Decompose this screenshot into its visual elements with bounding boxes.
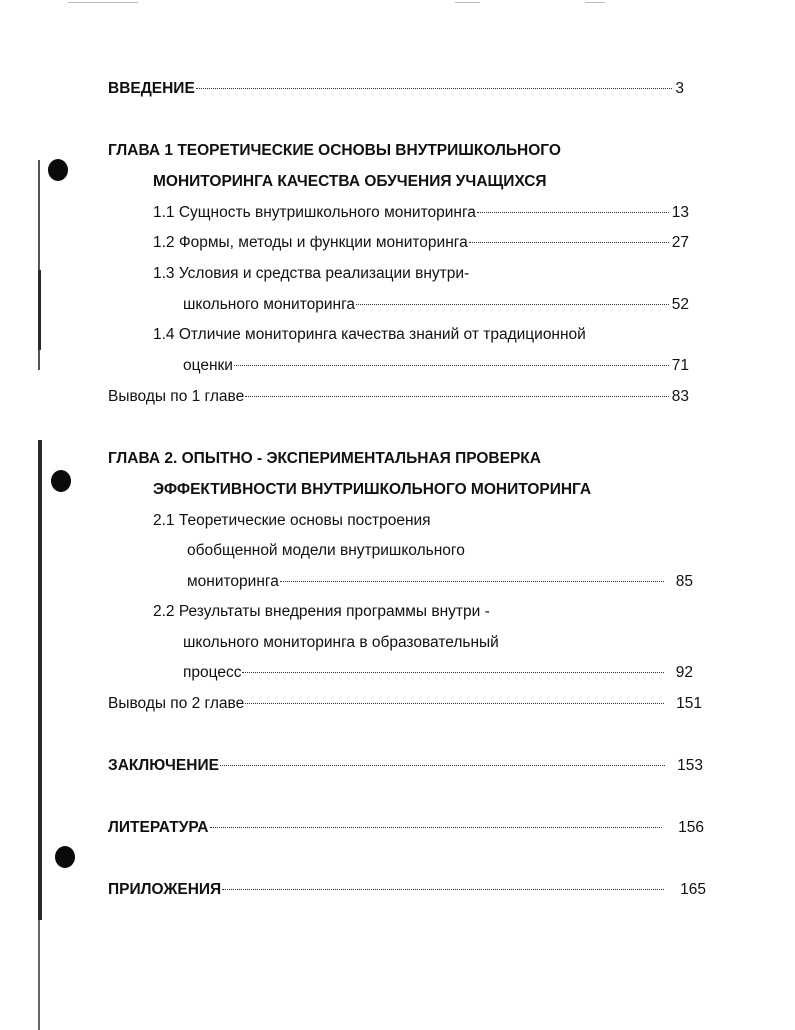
toc-label: оценки	[183, 357, 233, 374]
toc-label: школьного мониторинга	[183, 296, 356, 313]
toc-entry-1-2	[153, 234, 689, 252]
toc-label: ВВЕДЕНИЕ	[108, 80, 195, 97]
dot-leader	[356, 304, 669, 305]
toc-entry-1-3-cont	[183, 296, 689, 314]
toc-entry-2-2-cont2	[183, 664, 693, 682]
toc-entry-2-2-cont	[183, 634, 499, 652]
binding-line	[38, 270, 41, 350]
toc-page-number: 27	[671, 234, 689, 251]
toc-page-number: 83	[671, 388, 689, 405]
toc-entry-1-4	[153, 326, 586, 344]
scan-mark	[455, 2, 480, 3]
binding-margin	[30, 40, 60, 1020]
toc-label: ПРИЛОЖЕНИЯ	[108, 881, 222, 898]
binding-line	[38, 920, 40, 1030]
scan-mark	[68, 2, 138, 3]
toc-label: школьного мониторинга в образовательный	[183, 634, 499, 651]
dot-leader	[222, 889, 664, 890]
toc-label: 1.2 Формы, методы и функции мониторинга	[153, 234, 468, 251]
toc-entry-conclusion	[108, 757, 703, 775]
toc-entry-intro	[108, 80, 684, 98]
toc-entry-1-3	[153, 265, 469, 283]
toc-page-number: 85	[675, 573, 693, 590]
toc-label: 1.1 Сущность внутришкольного мониторинга	[153, 204, 476, 221]
dot-leader	[242, 672, 663, 673]
toc-label: 1.4 Отличие мониторинга качества знаний от традиционной	[153, 326, 586, 343]
toc-page-number: 151	[676, 695, 702, 712]
toc-page-number: 3	[675, 80, 684, 97]
toc-entry-literature	[108, 819, 704, 837]
toc-label: ЗАКЛЮЧЕНИЕ	[108, 757, 219, 774]
toc-label: процесс	[183, 664, 242, 681]
toc-entry-1-1	[153, 204, 689, 222]
dot-leader	[469, 242, 669, 243]
toc-entry-ch1-conclusions	[108, 388, 689, 406]
chapter-1-heading: ГЛАВА 1 ТЕОРЕТИЧЕСКИЕ ОСНОВЫ ВНУТРИШКОЛЬНОГО	[108, 142, 561, 159]
dot-leader	[210, 827, 663, 828]
dot-leader	[245, 396, 669, 397]
toc-entry-2-2	[153, 603, 490, 621]
toc-label: 2.1 Теоретические основы построения	[153, 512, 431, 529]
toc-entry-2-1-cont	[187, 542, 465, 560]
toc-label: Выводы по 2 главе	[108, 695, 245, 712]
toc-page-number: 156	[678, 819, 704, 836]
toc-entry-ch2-conclusions	[108, 695, 702, 713]
toc-entry-2-1-cont2	[187, 573, 693, 591]
punch-hole	[48, 159, 68, 181]
toc-page-number: 153	[677, 757, 703, 774]
dot-leader	[234, 365, 669, 366]
dot-leader	[477, 212, 669, 213]
chapter-1-heading-cont: МОНИТОРИНГА КАЧЕСТВА ОБУЧЕНИЯ УЧАЩИХСЯ	[153, 173, 547, 190]
toc-label: обобщенной модели внутришкольного	[187, 542, 465, 559]
toc-page-number: 71	[671, 357, 689, 374]
toc-label: 1.3 Условия и средства реализации внутри-	[153, 265, 470, 282]
chapter-2-heading: ГЛАВА 2. ОПЫТНО - ЭКСПЕРИМЕНТАЛЬНАЯ ПРОВЕРКА	[108, 450, 541, 467]
toc-page-number: 92	[675, 664, 693, 681]
chapter-2-heading-cont: ЭФФЕКТИВНОСТИ ВНУТРИШКОЛЬНОГО МОНИТОРИНГА	[153, 481, 592, 498]
toc-page-number: 52	[671, 296, 689, 313]
punch-hole	[51, 470, 71, 492]
scan-mark	[585, 2, 605, 3]
binding-line	[38, 440, 42, 920]
toc-entry-1-4-cont	[183, 357, 689, 375]
toc-page-number: 13	[671, 204, 689, 221]
punch-hole	[55, 846, 75, 868]
dot-leader	[220, 765, 665, 766]
toc-label: Выводы по 1 главе	[108, 388, 245, 405]
dot-leader	[245, 703, 664, 704]
toc-label: ЛИТЕРАТУРА	[108, 819, 209, 836]
toc-entry-2-1	[153, 512, 431, 530]
dot-leader	[196, 88, 673, 89]
toc-page-number: 165	[680, 881, 706, 898]
toc-label: 2.2 Результаты внедрения программы внутри -	[153, 603, 490, 620]
toc-entry-appendix	[108, 881, 706, 899]
dot-leader	[280, 581, 664, 582]
toc-label: мониторинга	[187, 573, 279, 590]
